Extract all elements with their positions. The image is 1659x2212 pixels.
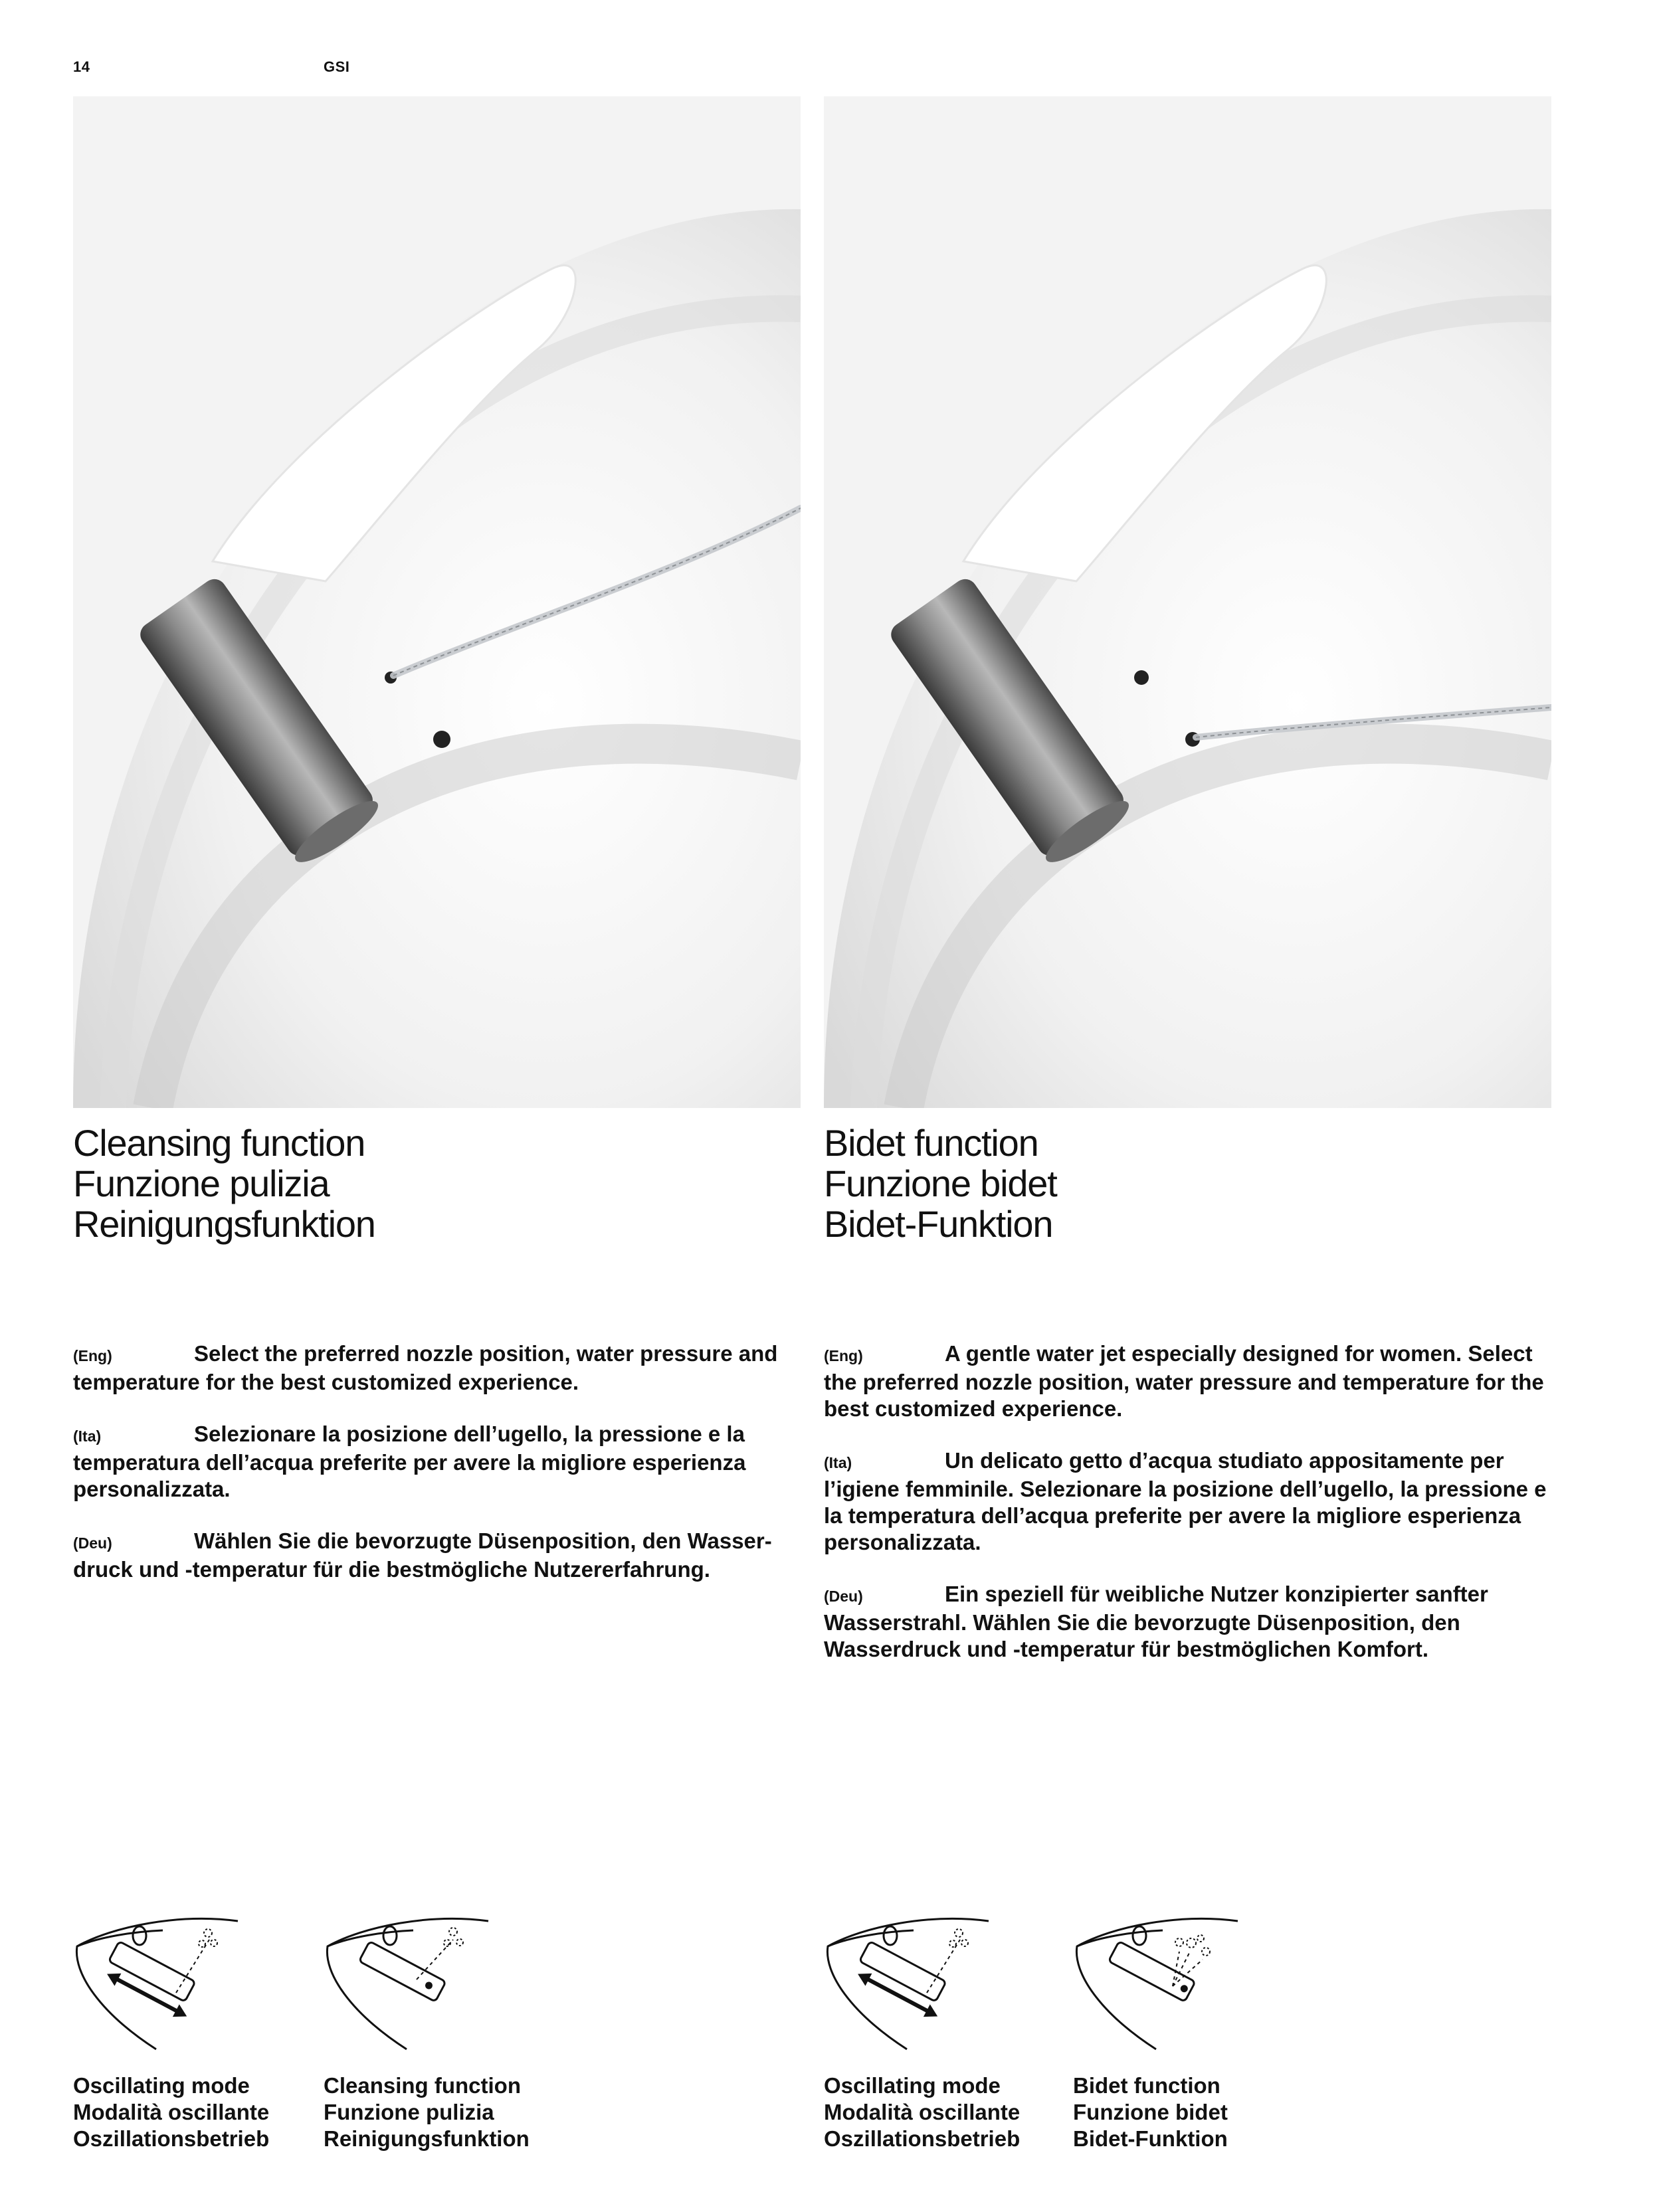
caption-line: Modalità oscillante: [73, 2100, 270, 2124]
cleansing-function-description: [73, 1340, 804, 1608]
cleansing-function-photo: [73, 96, 801, 1108]
oscillating-mode-icon: [824, 1913, 990, 2056]
caption-line: Modalità oscillante: [824, 2100, 1021, 2124]
paragraph-eng: [73, 1340, 804, 1396]
bidet-function-heading: [824, 1123, 1551, 1244]
icon-caption: [324, 2073, 569, 2152]
oscillating-mode-icon: [73, 1913, 239, 2056]
page-number: 14: [73, 58, 90, 75]
icon-caption: [1073, 2073, 1319, 2152]
language-tag: (Ita): [73, 1428, 102, 1445]
heading-line: Reinigungsfunktion: [73, 1203, 375, 1245]
caption-line: Bidet-Funktion: [1073, 2126, 1228, 2151]
paragraph-deu: [824, 1581, 1555, 1663]
heading-line: Bidet function: [824, 1122, 1038, 1164]
paragraph-ita: [824, 1447, 1555, 1556]
caption-line: Bidet function: [1073, 2073, 1220, 2098]
icon-caption: [824, 2073, 1070, 2152]
bidet-function-icon: [1073, 1913, 1239, 2056]
paragraph-text: A gentle water jet especially designed for women. Select the preferred nozzle position, water pressure and temperature for the best customized experience.: [824, 1341, 1544, 1421]
caption-line: Oszillationsbetrieb: [824, 2126, 1021, 2151]
caption-line: Oszillationsbetrieb: [73, 2126, 270, 2151]
caption-line: Reinigungsfunktion: [324, 2126, 530, 2151]
paragraph-ita: [73, 1421, 804, 1503]
caption-line: Funzione pulizia: [324, 2100, 494, 2124]
heading-line: Bidet-Funktion: [824, 1203, 1053, 1245]
paragraph-text: Ein speziell für weibliche Nutzer konzipierter sanfter Wasserstrahl. Wählen Sie die bevorzugte Düsenposition, den Wasserdruck und -temperatur für bestmöglichen Komfort.: [824, 1582, 1488, 1661]
icon-caption: [73, 2073, 319, 2152]
caption-line: Oscillating mode: [73, 2073, 250, 2098]
heading-line: Funzione pulizia: [73, 1162, 330, 1204]
language-tag: (Eng): [73, 1347, 112, 1364]
language-tag: (Deu): [824, 1588, 863, 1605]
bidet-function-description: [824, 1340, 1555, 1688]
paragraph-text: Select the preferred nozzle position, water pressure and temperature for the best customized experience.: [73, 1341, 778, 1394]
language-tag: (Eng): [824, 1347, 863, 1364]
paragraph-text: Un delicato getto d’acqua studiato appositamente per l’igiene femminile. Selezionare la posizione dell’ugello, la pressione e la temperatura dell’acqua preferite per avere la migliore esperienza personalizzata.: [824, 1448, 1547, 1554]
language-tag: (Deu): [73, 1534, 112, 1552]
caption-line: Cleansing function: [324, 2073, 521, 2098]
cleansing-function-heading: [73, 1123, 801, 1244]
bidet-function-photo: [824, 96, 1551, 1108]
heading-line: Cleansing function: [73, 1122, 365, 1164]
cleansing-function-icon: [324, 1913, 490, 2056]
caption-line: Oscillating mode: [824, 2073, 1001, 2098]
heading-line: Funzione bidet: [824, 1162, 1057, 1204]
brand-label: GSI: [324, 58, 350, 75]
paragraph-deu: [73, 1528, 804, 1583]
paragraph-text: Selezionare la posizione dell’ugello, la pressione e la temperatura dell’acqua preferite per avere la migliore esperienza personalizzata.: [73, 1422, 746, 1501]
language-tag: (Ita): [824, 1454, 852, 1471]
paragraph-eng: [824, 1340, 1555, 1422]
caption-line: Funzione bidet: [1073, 2100, 1228, 2124]
paragraph-text: Wählen Sie die bevorzugte Düsenposition, den Wasser- druck und -temperatur für die bestmögliche Nutzererfahrung.: [73, 1528, 772, 1582]
